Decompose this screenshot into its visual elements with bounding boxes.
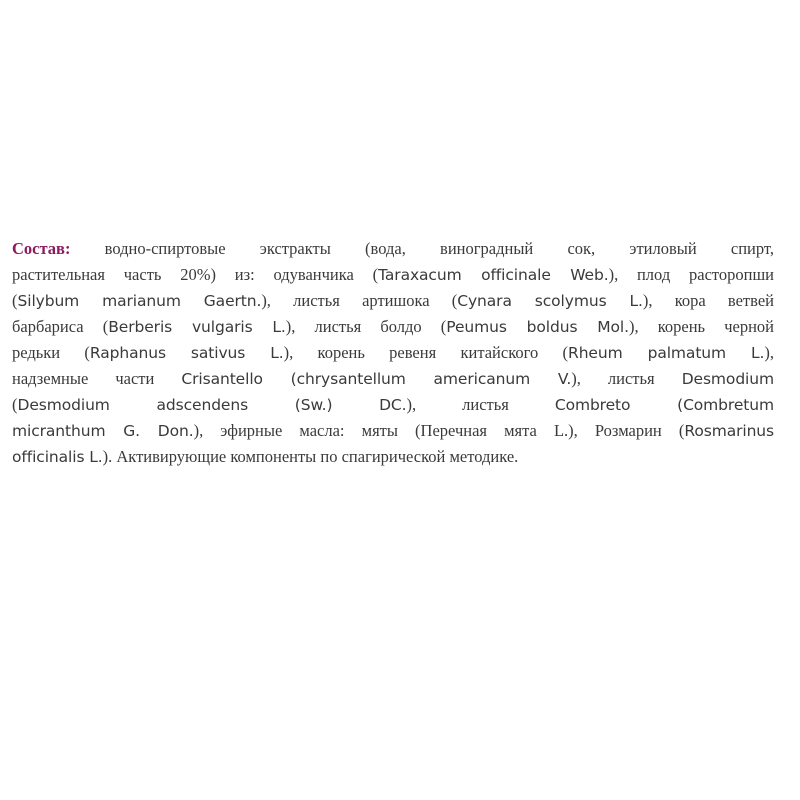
latin-name: Taraxacum officinale Web. [378,266,609,284]
latin-name: Rheum palmatum L. [568,344,765,362]
latin-name: Cynara scolymus L. [457,292,643,310]
text-line [12,314,774,340]
text-segment: растительная часть 20%) из: одуванчика ( [12,265,379,284]
text-segment: ), корень черной [628,317,774,336]
text-line [12,418,774,444]
latin-name: officinalis L. [12,448,103,466]
text-segment: надземные части [12,369,182,388]
text-line [12,288,774,314]
latin-name: Desmodium [681,370,774,388]
latin-name: micranthum G. Don. [12,422,194,440]
composition-block [12,236,774,470]
text-line [12,366,774,392]
text-segment: ( [12,291,18,310]
text-segment: ), [764,343,774,362]
text-segment: ), листья [571,369,682,388]
text-line [12,340,774,366]
text-segment: ). Активирующие компоненты по спагирической методике. [102,447,519,466]
latin-name: Crisantello (chrysantellum americanum V. [181,370,572,388]
text-line [12,444,774,470]
latin-name: Peumus boldus Mol. [446,318,629,336]
text-line [12,392,774,418]
latin-name: Raphanus sativus L. [89,344,284,362]
text-segment: ( [12,395,18,414]
latin-name: Berberis vulgaris L. [108,318,286,336]
text-segment: ), кора ветвей [642,291,774,310]
latin-name: Desmodium adscendens (Sw.) DC. [17,396,407,414]
text-segment: водно-спиртовые экстракты (вода, виноградный сок, этиловый спирт, [104,239,775,258]
text-segment: ), корень ревеня китайского ( [283,343,569,362]
text-segment: барбариса ( [12,317,109,336]
text-segment: ), листья [406,395,555,414]
text-segment: ), листья болдо ( [285,317,447,336]
latin-name: Silybum marianum Gaertn. [17,292,262,310]
text-segment: ), эфирные масла: мяты (Перечная мята L.), Розмарин ( [193,421,685,440]
text-line [12,262,774,288]
text-line [12,236,774,262]
text-segment: ), плод расторопши [608,265,774,284]
composition-heading: Состав: [12,239,71,258]
latin-name: Combreto (Combretum [554,396,774,414]
text-segment: редьки ( [12,343,90,362]
latin-name: Rosmarinus [684,422,775,440]
text-segment: ), листья артишока ( [261,291,458,310]
